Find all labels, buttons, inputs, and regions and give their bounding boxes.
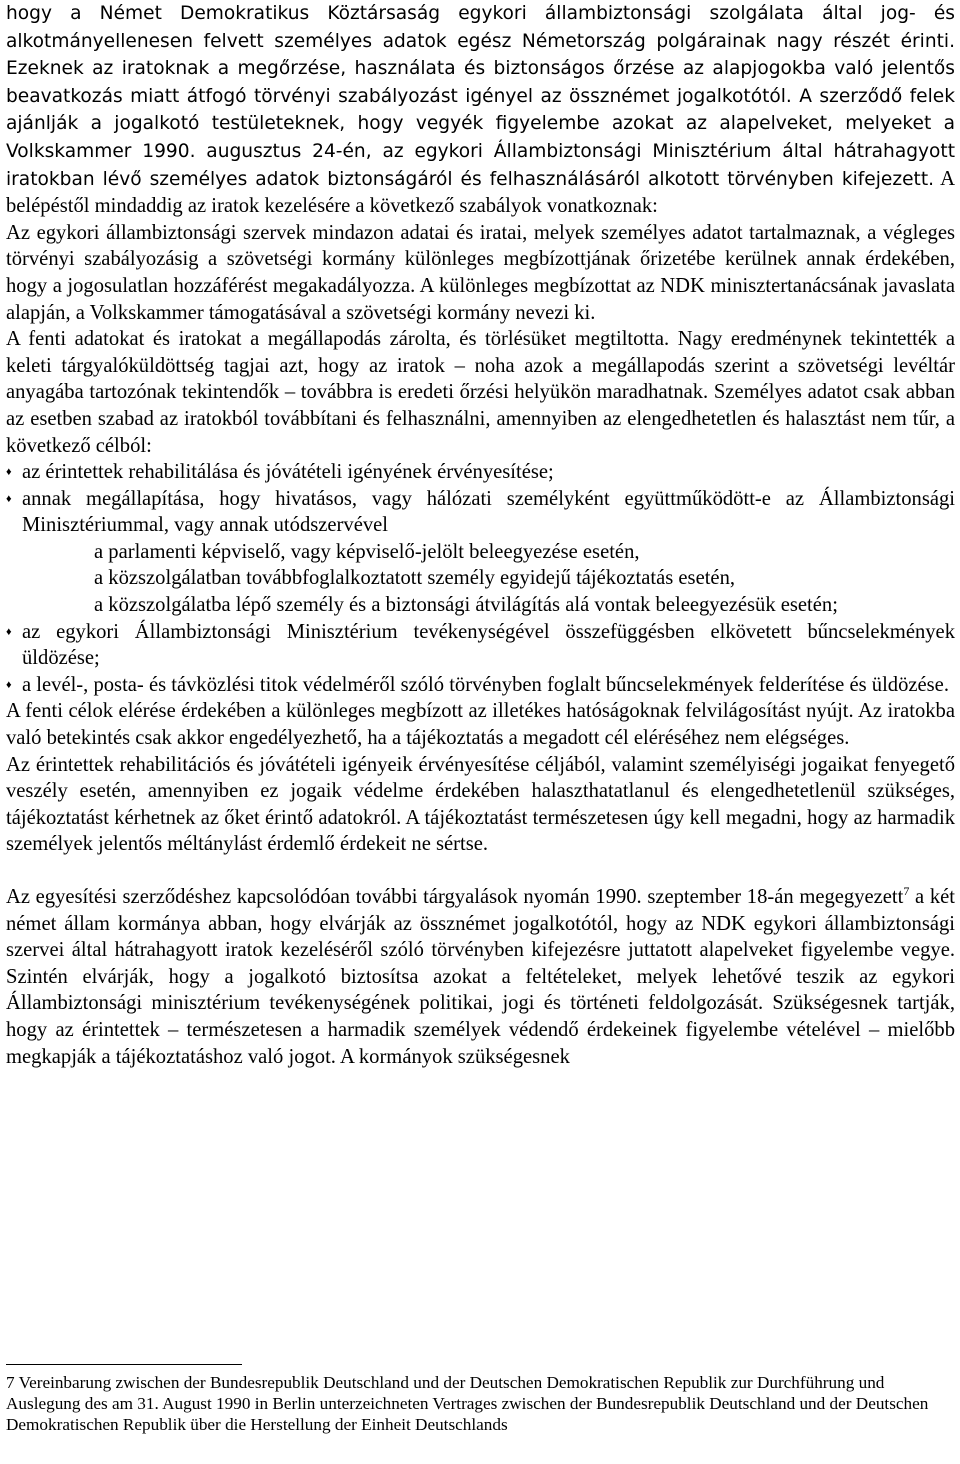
list-item-text: az egykori Állambiztonsági Minisztérium tevékenységével összefüggésben elkövetett bűncselekmények üldözése; [22,620,955,670]
paragraph-agreement-text-b: a két német állam kormánya abban, hogy elvárják az össznémet jogalkotótól, hogy az NDK egykori állambiztonsági szervei által hátrahagyott iratok kezeléséről szóló törvényben kifejezésre juttatott alapelveket figyelembe vegye. Szintén elvárják, hogy a jogalkotó biztosítsa azokat a feltételeket, melyek lehetővé teszik az egykori Állambiztonsági minisztérium tevékenységének politikai, jogi és történeti feldolgozását. Szükségesnek tartják, hogy az érintettek – természetesen a harmadik személyek védendő érdekeinek figyelembe vételével – mielőbb megkapják a tájékoztatáshoz való jogot. A kormányok szükségesnek [6,886,955,1068]
list-item [6,459,955,486]
diamond-bullet-icon: ♦ [6,466,12,479]
diamond-bullet-icon: ♦ [6,678,12,691]
list-item [6,619,955,672]
sub-list-item: a parlamenti képviselő, vagy képviselő-jelölt beleegyezése esetén, [94,540,640,563]
diamond-bullet-icon: ♦ [6,492,12,505]
paragraph-intro-text-a: hogy a Német Demokratikus Köztársaság egykori állambiztonsági szolgálata által jog- és alkotmányellenesen felvett személyes adatok egész Németország polgárainak nagy részét érinti. Ezeknek az iratoknak a megőrzése, használata és biztonságos őrzése az alapjogokba való jelentős beavatkozás miatt átfogó törvényi szabályozást igényel az össznémet jogalkotótól. A szerződő felek ajánlják a jogalkotó testületeknek, hogy vegyék figyelembe azokat az alapelveket, melyeket a Volkskammer 1990. augusztus 24-én, az egykori Állambiztonsági Minisztérium által hátrahagyott iratokban lévő személyes adatok biztonságáról és felhasználásáról alkotott törvényben kifejezett. [6,3,955,190]
sub-list-item: a közszolgálatba lépő személy és a biztonsági átvilágítás alá vontak beleegyezésük esetén; [94,594,838,617]
paragraph-agreement [6,884,955,1070]
paragraph-purposes: A fenti adatokat és iratokat a megállapodás zárolta, és törlésüket megtiltotta. Nagy eredménynek tekintették a keleti tárgyalóküldöttség tagjai azt, hogy az iratok – noha azok a megállapodás szerint a szövetségi levéltár anyagába tartozónak tekintendők – továbbra is eredeti őrzési helyükön maradhatnak. Személyes adatot csak abban az esetben szabad az iratokból továbbítani és felhasználni, amennyiben az elengedhetetlen és halasztást nem tűr, a következő célból: [6,328,955,457]
purpose-list [6,459,955,698]
footnote-reference: 7 [903,884,910,899]
paragraph-gap [6,858,955,884]
list-item [6,486,955,619]
footnote-divider [6,1364,242,1365]
sub-list [22,539,955,619]
paragraph-intro [6,0,955,220]
document-body [6,0,955,1070]
list-item-text: az érintettek rehabilitálása és jóvátételi igényének érvényesítése; [22,461,554,484]
paragraph-rights: Az érintettek rehabilitációs és jóvátételi igényeik érvényesítése céljából, valamint személyiségi jogaikat fenyegető veszély esetén, amennyiben ez jogaik védelme érdekében halaszthatatlanul és elengedhetetlenül szükséges, tájékoztatást kérhetnek az őket érintő adatokról. A tájékoztatást természetesen úgy kell megadni, hogy az harmadik személyek jelentős méltánylást érdemlő érdekeit ne sértse. [6,753,955,856]
diamond-bullet-icon: ♦ [6,625,12,638]
paragraph-custody: Az egykori állambiztonsági szervek mindazon adatai és iratai, melyek személyes adatot tartalmaznak, a végleges törvényi szabályozásig a szövetségi kormány különleges megbízottjának őrizetébe kerülnek annak érdekében, hogy a jogosulatlan hozzáférést megakadályozza. A különleges megbízottat az NDK minisztertanácsának javaslata alapján, a Volkskammer támogatásával a szövetségi kormány nevezi ki. [6,221,955,324]
sub-list-item: a közszolgálatban továbbfoglalkoztatott személy egyidejű tájékoztatás esetén, [94,567,736,590]
list-item [6,672,955,699]
paragraph-intro-text-b: A belépéstől mindaddig az iratok kezelésére a következő szabályok vonatkoznak: [6,167,955,218]
list-item-text: a levél-, posta- és távközlési titok védelméről szóló törvényben foglalt bűncselekmények felderítése és üldözése. [22,673,949,696]
footnote: 7 Vereinbarung zwischen der Bundesrepublik Deutschland und der Deutschen Demokratischen Republik zur Durchführung und Auslegung des am 31. August 1990 in Berlin unterzeichneten Vertrages zwischen der Bundesrepublik Deutschland und der Deutschen Demokratischen Republik über die Herstellung der Einheit Deutschlands [6,1373,929,1434]
paragraph-agreement-text-a: Az egyesítési szerződéshez kapcsolódóan további tárgyalások nyomán 1990. szeptember 18-án megegyezett [6,886,904,908]
paragraph-information: A fenti célok elérése érdekében a különleges megbízott az illetékes hatóságoknak felvilágosítást nyújt. Az iratokba való betekintés csak akkor engedélyezhető, ha a tájékoztatás a megadott cél eléréséhez nem elégséges. [6,700,955,750]
list-item-text: annak megállapítása, hogy hivatásos, vagy hálózati személyként együttműködött-e az Állambiztonsági Minisztériummal, vagy annak utódszervével [22,487,955,537]
